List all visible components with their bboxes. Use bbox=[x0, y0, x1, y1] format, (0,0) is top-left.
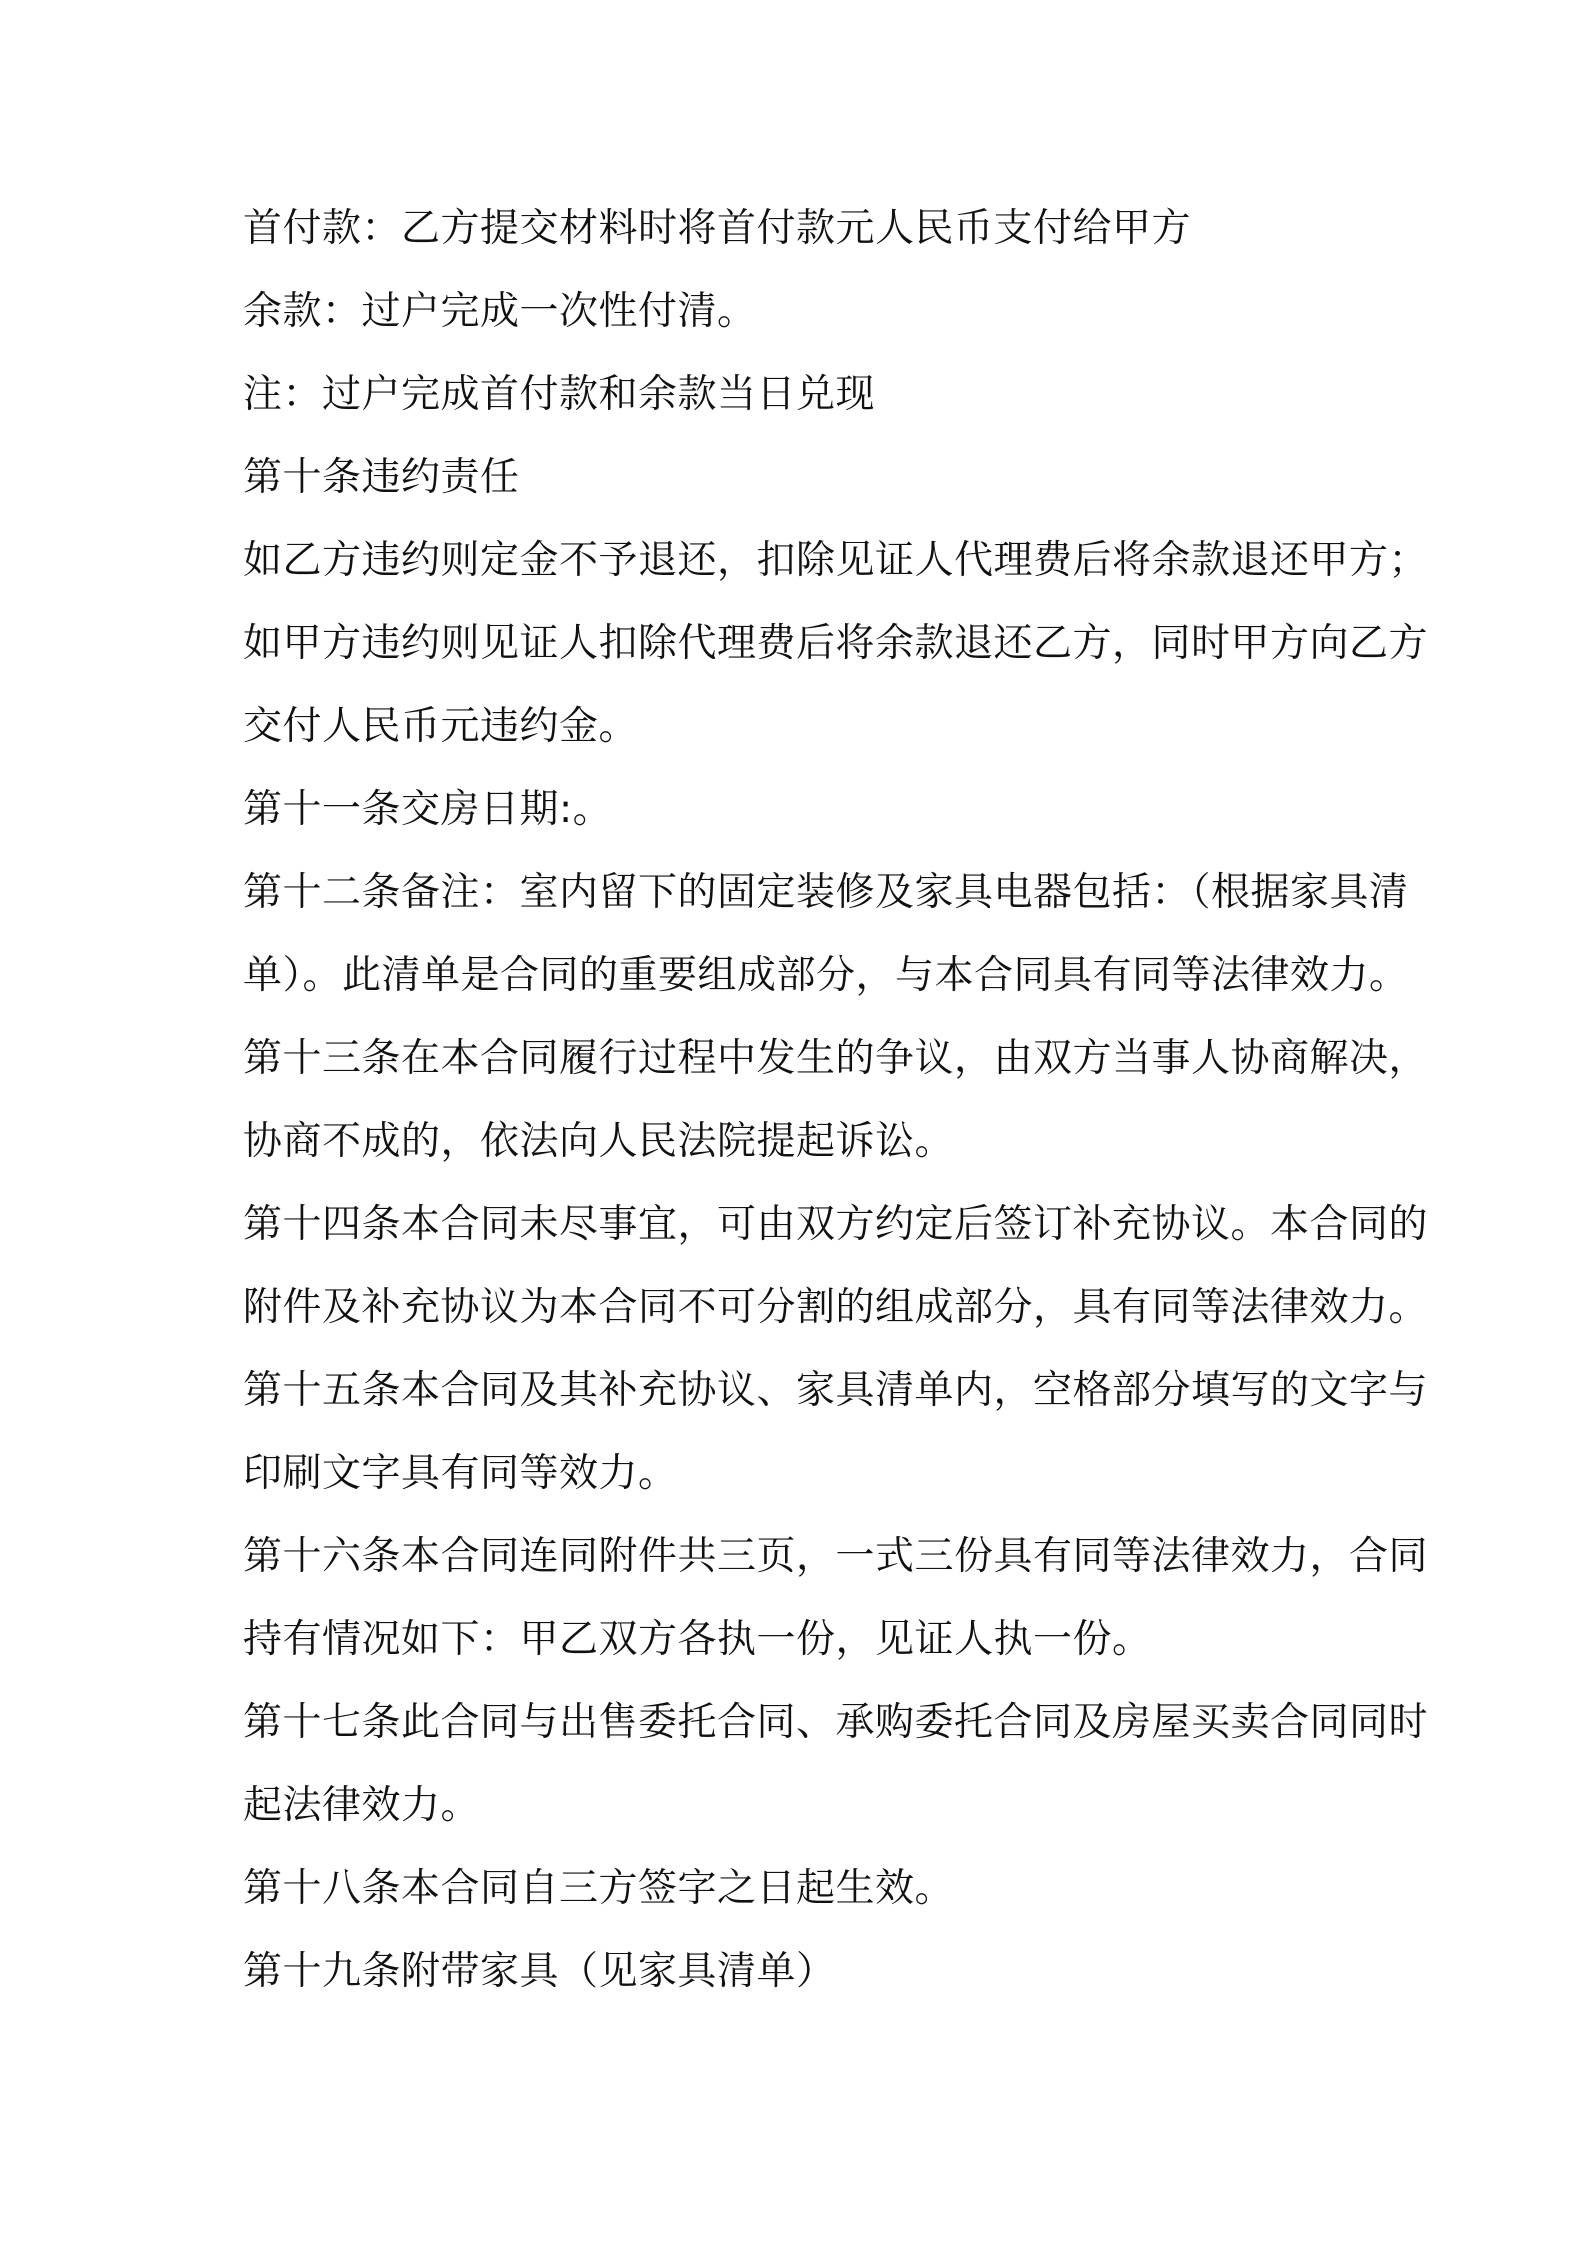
text-line: 如甲方违约则见证人扣除代理费后将余款退还乙方，同时甲方向乙方 bbox=[243, 621, 1429, 666]
text-line: 第十六条本合同连同附件共三页，一式三份具有同等法律效力，合同 bbox=[243, 1534, 1429, 1579]
text-line: 附件及补充协议为本合同不可分割的组成部分，具有同等法律效力。 bbox=[243, 1285, 1429, 1330]
text-line: 单）。此清单是合同的重要组成部分，与本合同具有同等法律效力。 bbox=[243, 953, 1409, 998]
text-line: 注：过户完成首付款和余款当日兑现 bbox=[243, 372, 876, 417]
text-line: 首付款：乙方提交材料时将首付款元人民币支付给甲方 bbox=[243, 206, 1192, 251]
text-line: 起法律效力。 bbox=[243, 1783, 481, 1828]
text-line: 第十一条交房日期:。 bbox=[243, 787, 613, 832]
text-line: 第十八条本合同自三方签字之日起生效。 bbox=[243, 1866, 955, 1911]
section-heading: 第十条违约责任 bbox=[243, 455, 520, 500]
text-line: 第十九条附带家具（见家具清单） bbox=[243, 1949, 836, 1994]
text-line: 协商不成的，依法向人民法院提起诉讼。 bbox=[243, 1119, 955, 1164]
text-line: 第十四条本合同未尽事宜，可由双方约定后签订补充协议。本合同的 bbox=[243, 1202, 1429, 1247]
text-line: 第十七条此合同与出售委托合同、承购委托合同及房屋买卖合同同时 bbox=[243, 1700, 1429, 1745]
text-line: 交付人民币元违约金。 bbox=[243, 704, 639, 749]
text-line: 印刷文字具有同等效力。 bbox=[243, 1451, 678, 1496]
text-line: 如乙方违约则定金不予退还，扣除见证人代理费后将余款退还甲方； bbox=[243, 538, 1429, 583]
text-line: 第十五条本合同及其补充协议、家具清单内，空格部分填写的文字与 bbox=[243, 1368, 1429, 1413]
text-line: 第十三条在本合同履行过程中发生的争议，由双方当事人协商解决， bbox=[243, 1036, 1429, 1081]
text-line: 第十二条备注：室内留下的固定装修及家具电器包括：（根据家具清 bbox=[243, 870, 1409, 915]
text-line: 余款：过户完成一次性付清。 bbox=[243, 289, 757, 334]
text-line: 持有情况如下：甲乙双方各执一份，见证人执一份。 bbox=[243, 1617, 1152, 1662]
